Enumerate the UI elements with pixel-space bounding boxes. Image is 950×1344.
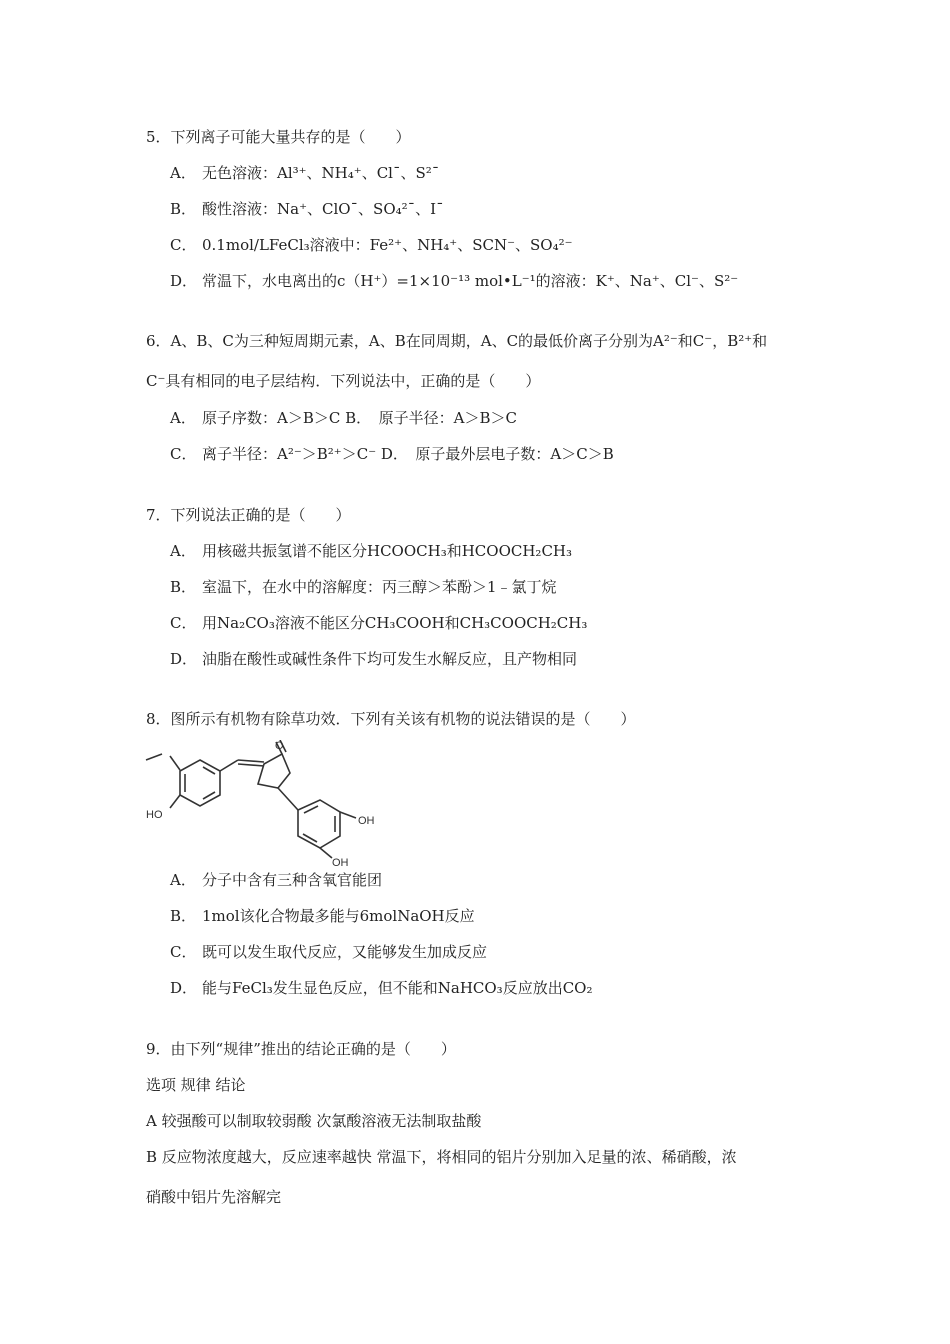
option-label: A． xyxy=(170,871,196,889)
option-text: 分子中含有三种含氧官能团 xyxy=(202,871,383,889)
question-7-stem: 7．下列说法正确的是（ ） xyxy=(146,506,351,524)
question-9-row-b-line2: 硝酸中铝片先溶解完 xyxy=(146,1188,282,1206)
option-text: 常温下，水电离出的c（H⁺）=1×10⁻¹³ mol•L⁻¹的溶液：K⁺、Na⁺、Cl⁻、S²⁻ xyxy=(202,272,739,290)
question-5-stem: 5．下列离子可能大量共存的是（ ） xyxy=(146,128,411,146)
methoxy-bond xyxy=(146,754,162,760)
question-8-option-a xyxy=(170,870,382,890)
option-label: C． xyxy=(170,614,197,632)
right-oh-bond-1 xyxy=(340,812,356,818)
question-5-option-d xyxy=(170,271,738,291)
option-text: 室温下，在水中的溶解度：丙三醇＞苯酚＞1﹣氯丁烷 xyxy=(202,578,557,596)
option-label: C． xyxy=(170,236,197,254)
option-label: D． xyxy=(170,979,198,997)
option-text: 1mol该化合物最多能与6molNaOH反应 xyxy=(202,907,475,925)
question-9-row-a: A 较强酸可以制取较弱酸 次氯酸溶液无法制取盐酸 xyxy=(146,1112,482,1130)
option-label: C． xyxy=(170,943,197,961)
lactone-ring xyxy=(258,754,290,788)
option-label: A． xyxy=(170,164,196,182)
option-text: 原子序数：A＞B＞C B． 原子半径：A＞B＞C xyxy=(202,409,517,427)
option-text: 用核磁共振氢谱不能区分HCOOCH₃和HCOOCH₂CH₃ xyxy=(202,542,573,560)
right-oh-bond-2 xyxy=(320,848,332,858)
right-benzene-ring xyxy=(298,800,340,848)
vinyl-bond-1 xyxy=(220,760,238,771)
option-text: 用Na₂CO₃溶液不能区分CH₃COOH和CH₃COOCH₂CH₃ xyxy=(202,614,588,632)
option-text: 油脂在酸性或碱性条件下均可发生水解反应，且产物相同 xyxy=(202,650,578,668)
question-7-option-b xyxy=(170,577,557,597)
question-9-row-b-line1: B 反应物浓度越大，反应速率越快 常温下，将相同的铝片分别加入足量的浓、稀硝酸，浓 xyxy=(146,1148,737,1166)
question-8-stem: 8．图所示有机物有除草功效．下列有关该有机物的说法错误的是（ ） xyxy=(146,710,636,728)
question-8-option-c xyxy=(170,942,487,962)
option-label: A． xyxy=(170,409,196,427)
question-8-option-d xyxy=(170,978,592,998)
molecule-structure-figure xyxy=(142,740,402,870)
carbonyl-o-label: O xyxy=(275,740,284,752)
question-7-option-d xyxy=(170,649,577,669)
option-label: C． xyxy=(170,445,197,463)
question-5-option-a xyxy=(170,163,439,183)
question-6-stem-line1: 6．A、B、C为三种短周期元素，A、B在同周期，A、C的最低价离子分别为A²⁻和C⁻，B²⁺和 xyxy=(146,332,768,350)
option-text: 离子半径：A²⁻＞B²⁺＞C⁻ D． 原子最外层电子数：A＞C＞B xyxy=(202,445,614,463)
question-6-options-ab xyxy=(170,408,517,428)
right-oh-label-1: OH xyxy=(358,815,375,827)
question-7-option-a xyxy=(170,541,572,561)
question-6-options-cd xyxy=(170,444,614,464)
question-5-option-b xyxy=(170,199,444,219)
option-text: 酸性溶液：Na⁺、ClO¯、SO₄²¯、I¯ xyxy=(202,200,444,218)
option-label: B． xyxy=(170,578,197,596)
vinyl-bond-2 xyxy=(238,760,264,762)
question-8-option-b xyxy=(170,906,475,926)
right-oh-label-2: OH xyxy=(332,857,349,869)
option-label: A． xyxy=(170,542,196,560)
question-9-table-header: 选项 规律 结论 xyxy=(146,1076,246,1094)
option-label: D． xyxy=(170,650,198,668)
option-text: 无色溶液：Al³⁺、NH₄⁺、Cl¯、S²¯ xyxy=(202,164,440,182)
question-9-stem: 9．由下列“规律”推出的结论正确的是（ ） xyxy=(146,1040,456,1058)
question-7-option-c xyxy=(170,613,587,633)
option-label: D． xyxy=(170,272,198,290)
option-label: B． xyxy=(170,907,197,925)
question-5-option-c xyxy=(170,235,573,255)
option-label: B． xyxy=(170,200,197,218)
option-text: 能与FeCl₃发生显色反应，但不能和NaHCO₃反应放出CO₂ xyxy=(202,979,593,997)
left-ho-bond xyxy=(170,795,180,808)
left-benzene-ring xyxy=(180,760,220,806)
ring-link-bond xyxy=(278,788,298,810)
question-6-stem-line2: C⁻具有相同的电子层结构．下列说法中，正确的是（ ） xyxy=(146,372,541,390)
option-text: 既可以发生取代反应，又能够发生加成反应 xyxy=(202,943,488,961)
methoxy-o-bond xyxy=(170,756,180,770)
option-text: 0.1mol/LFeCl₃溶液中：Fe²⁺、NH₄⁺、SCN⁻、SO₄²⁻ xyxy=(202,236,573,254)
left-ho-label: HO xyxy=(146,809,163,821)
